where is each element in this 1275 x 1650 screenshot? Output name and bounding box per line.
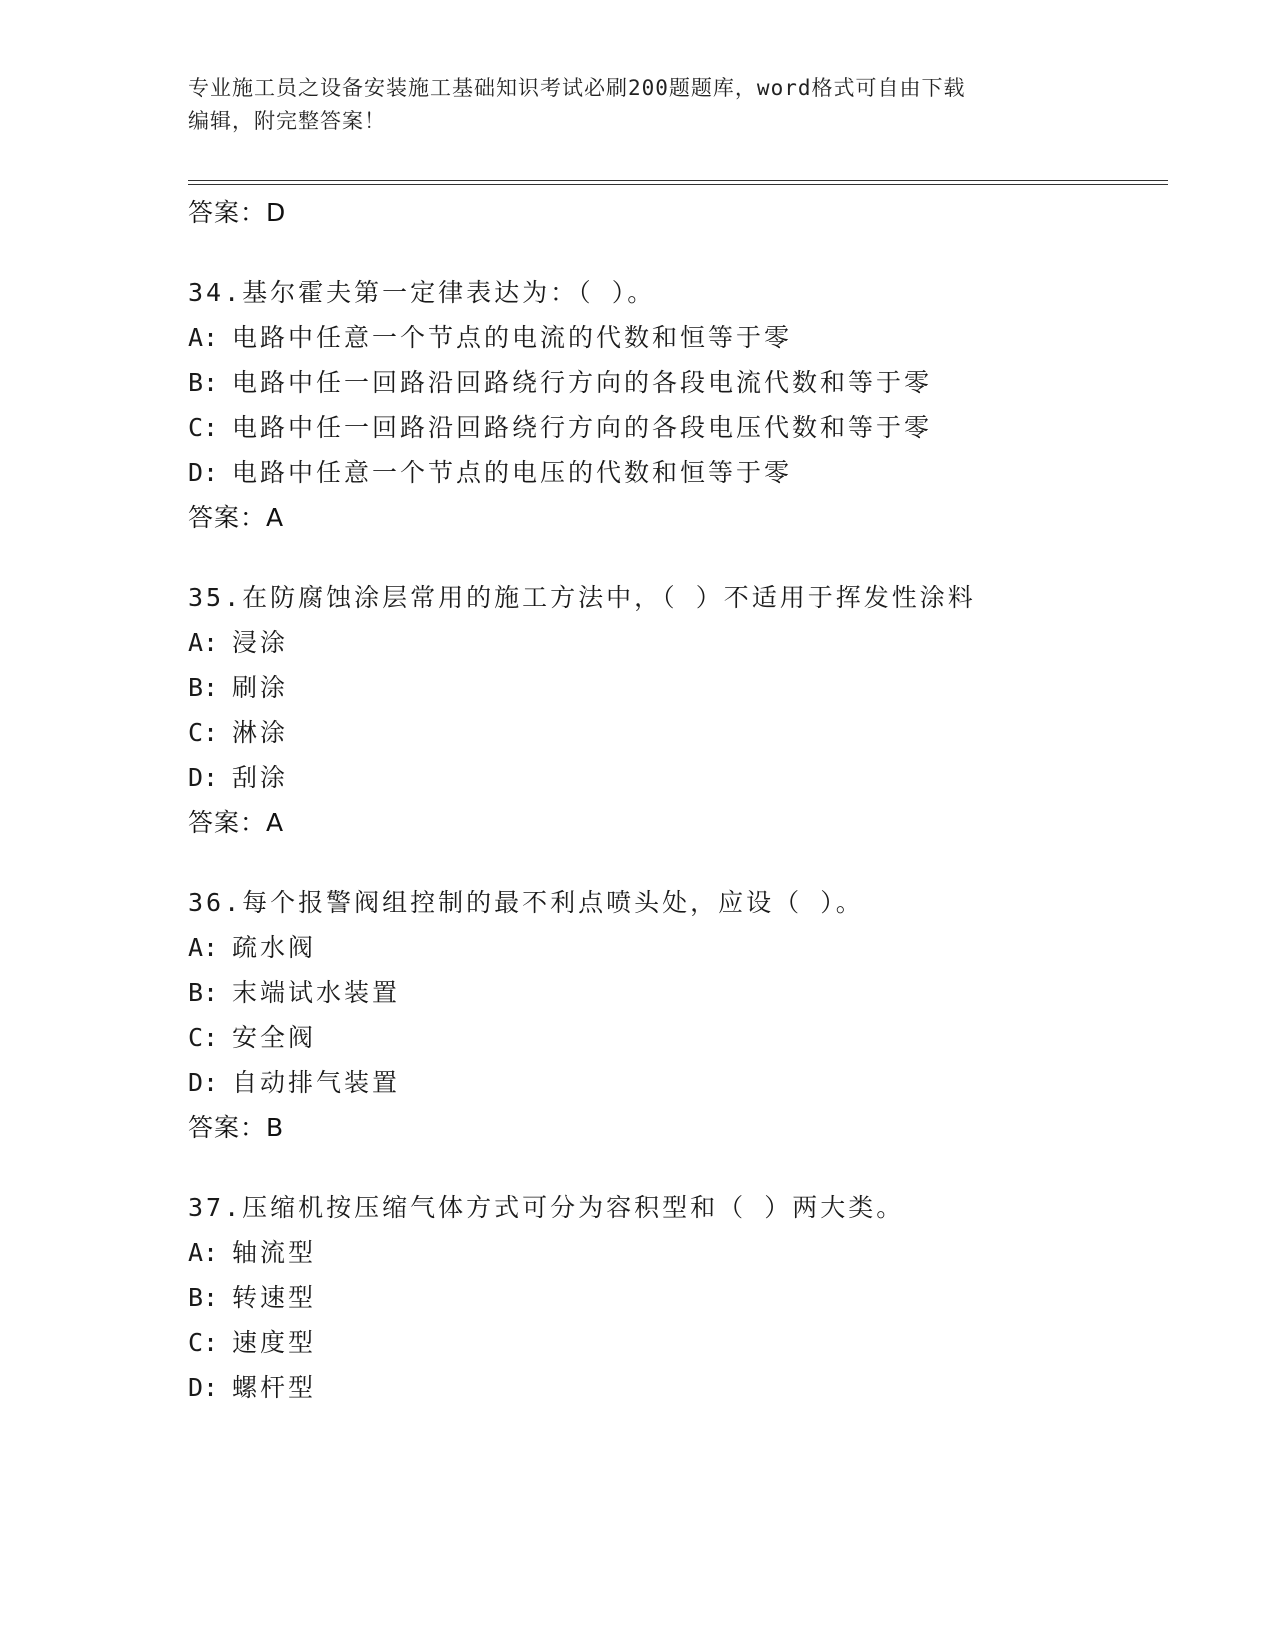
option-text: 刷涂 [232, 673, 289, 702]
option-c [188, 405, 1168, 450]
option-key: A: [188, 1238, 219, 1267]
question-stem: 37.压缩机按压缩气体方式可分为容积型和（ ）两大类。 [188, 1193, 905, 1222]
question-stem: 36.每个报警阀组控制的最不利点喷头处，应设（ ）。 [188, 888, 864, 917]
option-key: C: [188, 1023, 219, 1052]
option-a [188, 620, 1168, 665]
option-a [188, 315, 1168, 360]
option-a [188, 1230, 1168, 1275]
option-text: 速度型 [232, 1328, 317, 1357]
option-key: D: [188, 1068, 219, 1097]
option-text: 刮涂 [232, 763, 289, 792]
option-key: A: [188, 933, 219, 962]
option-d [188, 1365, 1168, 1410]
option-d [188, 1060, 1168, 1105]
option-key: A: [188, 628, 219, 657]
option-key: B: [188, 978, 219, 1007]
option-key: A: [188, 323, 219, 352]
option-a [188, 925, 1168, 970]
option-c [188, 1015, 1168, 1060]
option-text: 螺杆型 [232, 1373, 317, 1402]
option-text: 安全阀 [232, 1023, 317, 1052]
question-37 [188, 1185, 1168, 1410]
option-text: 转速型 [232, 1283, 317, 1312]
option-b [188, 360, 1168, 405]
option-text: 电路中任意一个节点的电流的代数和恒等于零 [232, 323, 793, 352]
header-line-1: 专业施工员之设备安装施工基础知识考试必刷200题题库，word格式可自由下载 [188, 76, 966, 100]
header-divider-bottom [188, 184, 1168, 185]
option-key: C: [188, 1328, 219, 1357]
option-text: 电路中任一回路沿回路绕行方向的各段电压代数和等于零 [232, 413, 933, 442]
option-c [188, 1320, 1168, 1365]
option-key: C: [188, 413, 219, 442]
option-key: D: [188, 763, 219, 792]
answer-label: 答案：D [188, 198, 287, 227]
option-key: B: [188, 368, 219, 397]
question-stem: 34.基尔霍夫第一定律表达为：（ ）。 [188, 278, 656, 307]
option-text: 淋涂 [232, 718, 289, 747]
header-divider-top [188, 180, 1168, 181]
document-body [188, 190, 1168, 1410]
option-text: 轴流型 [232, 1238, 317, 1267]
option-key: C: [188, 718, 219, 747]
option-text: 电路中任意一个节点的电压的代数和恒等于零 [232, 458, 793, 487]
option-d [188, 755, 1168, 800]
option-text: 浸涂 [232, 628, 289, 657]
option-key: B: [188, 673, 219, 702]
option-b [188, 665, 1168, 710]
question-34 [188, 270, 1168, 541]
option-text: 自动排气装置 [232, 1068, 401, 1097]
answer-label: 答案：A [188, 503, 285, 532]
question-36 [188, 880, 1168, 1151]
option-b [188, 1275, 1168, 1320]
answer-label: 答案：A [188, 808, 285, 837]
option-c [188, 710, 1168, 755]
question-stem: 35.在防腐蚀涂层常用的施工方法中，（ ）不适用于挥发性涂料 [188, 583, 976, 612]
option-text: 电路中任一回路沿回路绕行方向的各段电流代数和等于零 [232, 368, 933, 397]
option-text: 疏水阀 [232, 933, 317, 962]
option-b [188, 970, 1168, 1015]
option-text: 末端试水装置 [232, 978, 401, 1007]
question-35 [188, 575, 1168, 846]
option-key: B: [188, 1283, 219, 1312]
option-d [188, 450, 1168, 495]
answer-label: 答案：B [188, 1113, 285, 1142]
document-header [188, 72, 1088, 138]
header-line-2: 编辑，附完整答案！ [188, 109, 386, 133]
option-key: D: [188, 458, 219, 487]
option-key: D: [188, 1373, 219, 1402]
